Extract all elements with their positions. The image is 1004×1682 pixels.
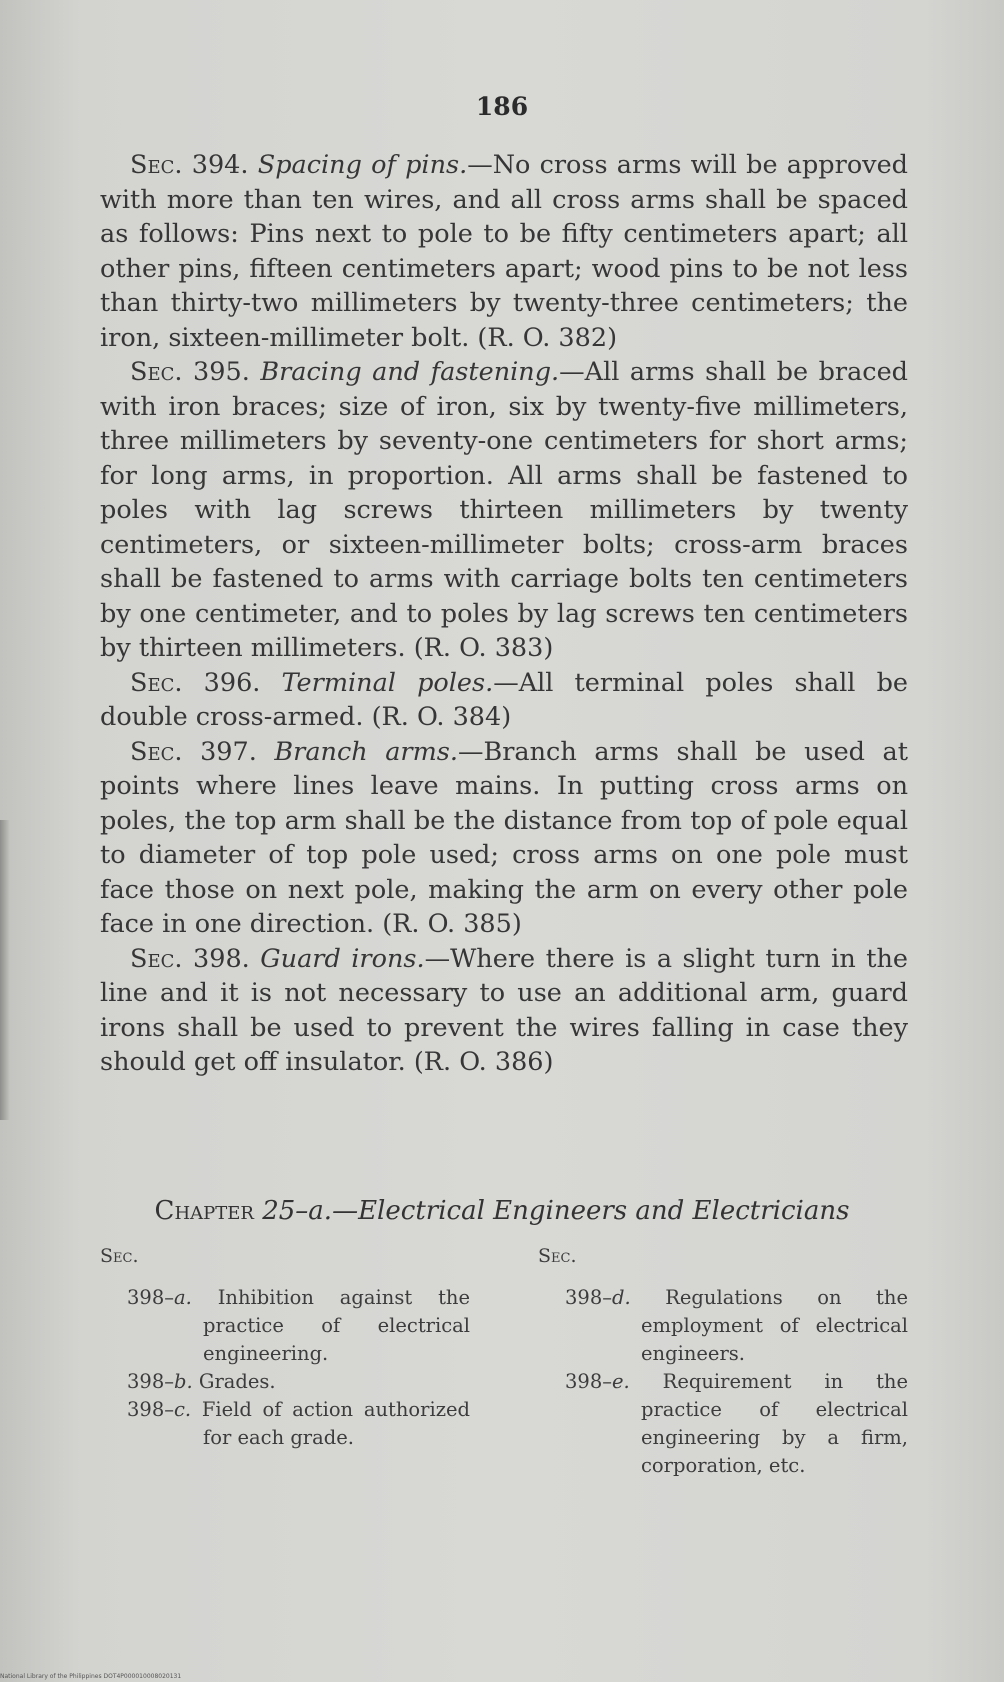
section-text: —No cross arms will be approved with more than ten wires, and all cross arms shall be spaced as follows: Pins next to pole to be fifty centimeters apart; all other pins, fifteen centimeters apart; wood pins to be not less than thirty-two millimeters by twenty-three centimeters; the iron, sixteen-millimeter bolt. (R. O. 382) [100,150,908,353]
chapter-label: Chapter [154,1196,254,1226]
section-text: —Where there is a slight turn in the line and it is not necessary to use an additional arm, guard irons shall be used to prevent the wires falling in case they should get off insulator. (R. O. 386) [100,943,909,1077]
contents-column-right [538,1242,908,1480]
section-396 [100,666,908,735]
scan-footer: National Library of the Philippines DOT4P000010008020131 [0,1673,182,1680]
section-title: Guard irons. [260,943,425,974]
section-title: Terminal poles. [281,667,494,698]
section-number: 395. [193,357,250,387]
section-number: 398. [193,943,250,974]
contents-heading: Sec. [538,1245,577,1267]
section-text: —Branch arms shall be used at points where lines leave mains. In putting cross arms on poles, the top arm shall be the distance from top of pole equal to diameter of top pole used; cross arms on one pole must face those on next pole, making the arm on every other pole face in one direction. (R. O. 385) [100,736,909,939]
contents-column-left [100,1242,470,1452]
body-text [100,148,908,1080]
section-label: Sec. [130,943,183,974]
section-398 [100,942,908,1080]
chapter-heading [0,1196,1004,1226]
section-label: Sec. [130,357,183,387]
contents-heading: Sec. [100,1245,139,1267]
section-397 [100,735,908,942]
section-label: Sec. [130,150,183,180]
section-text: —All arms shall be braced with iron braces; size of iron, six by twenty-five millimeters, three millimeters by seventy-one centimeters for short arms; for long arms, in proportion. All arms shall be fastened to poles with lag screws thirteen millimeters by twenty centimeters, or sixteen-millimeter bolts; cross-arm braces shall be fastened to arms with carriage bolts ten centimeters by one centimeter, and to poles by lag screws ten centimeters by thirteen millimeters. (R. O. 383) [100,357,908,663]
section-title: Bracing and fastening. [260,357,560,387]
section-title: Spacing of pins. [257,150,468,180]
section-label: Sec. [130,667,183,698]
contents-item: 398–c. Field of action authorized for each grade. [127,1398,470,1449]
section-number: 397. [200,736,257,767]
section-text: —All terminal poles shall be double cross-armed. (R. O. 384) [100,667,908,732]
contents-item: 398–a. Inhibition against the practice of electrical engineering. [127,1286,471,1365]
chapter-title: —Electrical Engineers and Electricians [332,1196,850,1226]
chapter-number: 25–a. [262,1196,333,1226]
contents-item: 398–e. Requirement in the practice of electrical engineering by a firm, corporation, etc. [565,1370,908,1477]
page-number: 186 [475,92,529,121]
section-title: Branch arms. [274,736,458,767]
contents-item: 398–d. Regulations on the employment of electrical engineers. [565,1286,908,1365]
binding-shadow [0,820,10,1120]
section-number: 396. [203,667,261,698]
contents-item: 398–b. Grades. [127,1370,276,1393]
section-394 [100,148,908,355]
section-number: 394. [191,150,249,180]
section-label: Sec. [130,736,183,767]
section-395 [100,355,908,666]
